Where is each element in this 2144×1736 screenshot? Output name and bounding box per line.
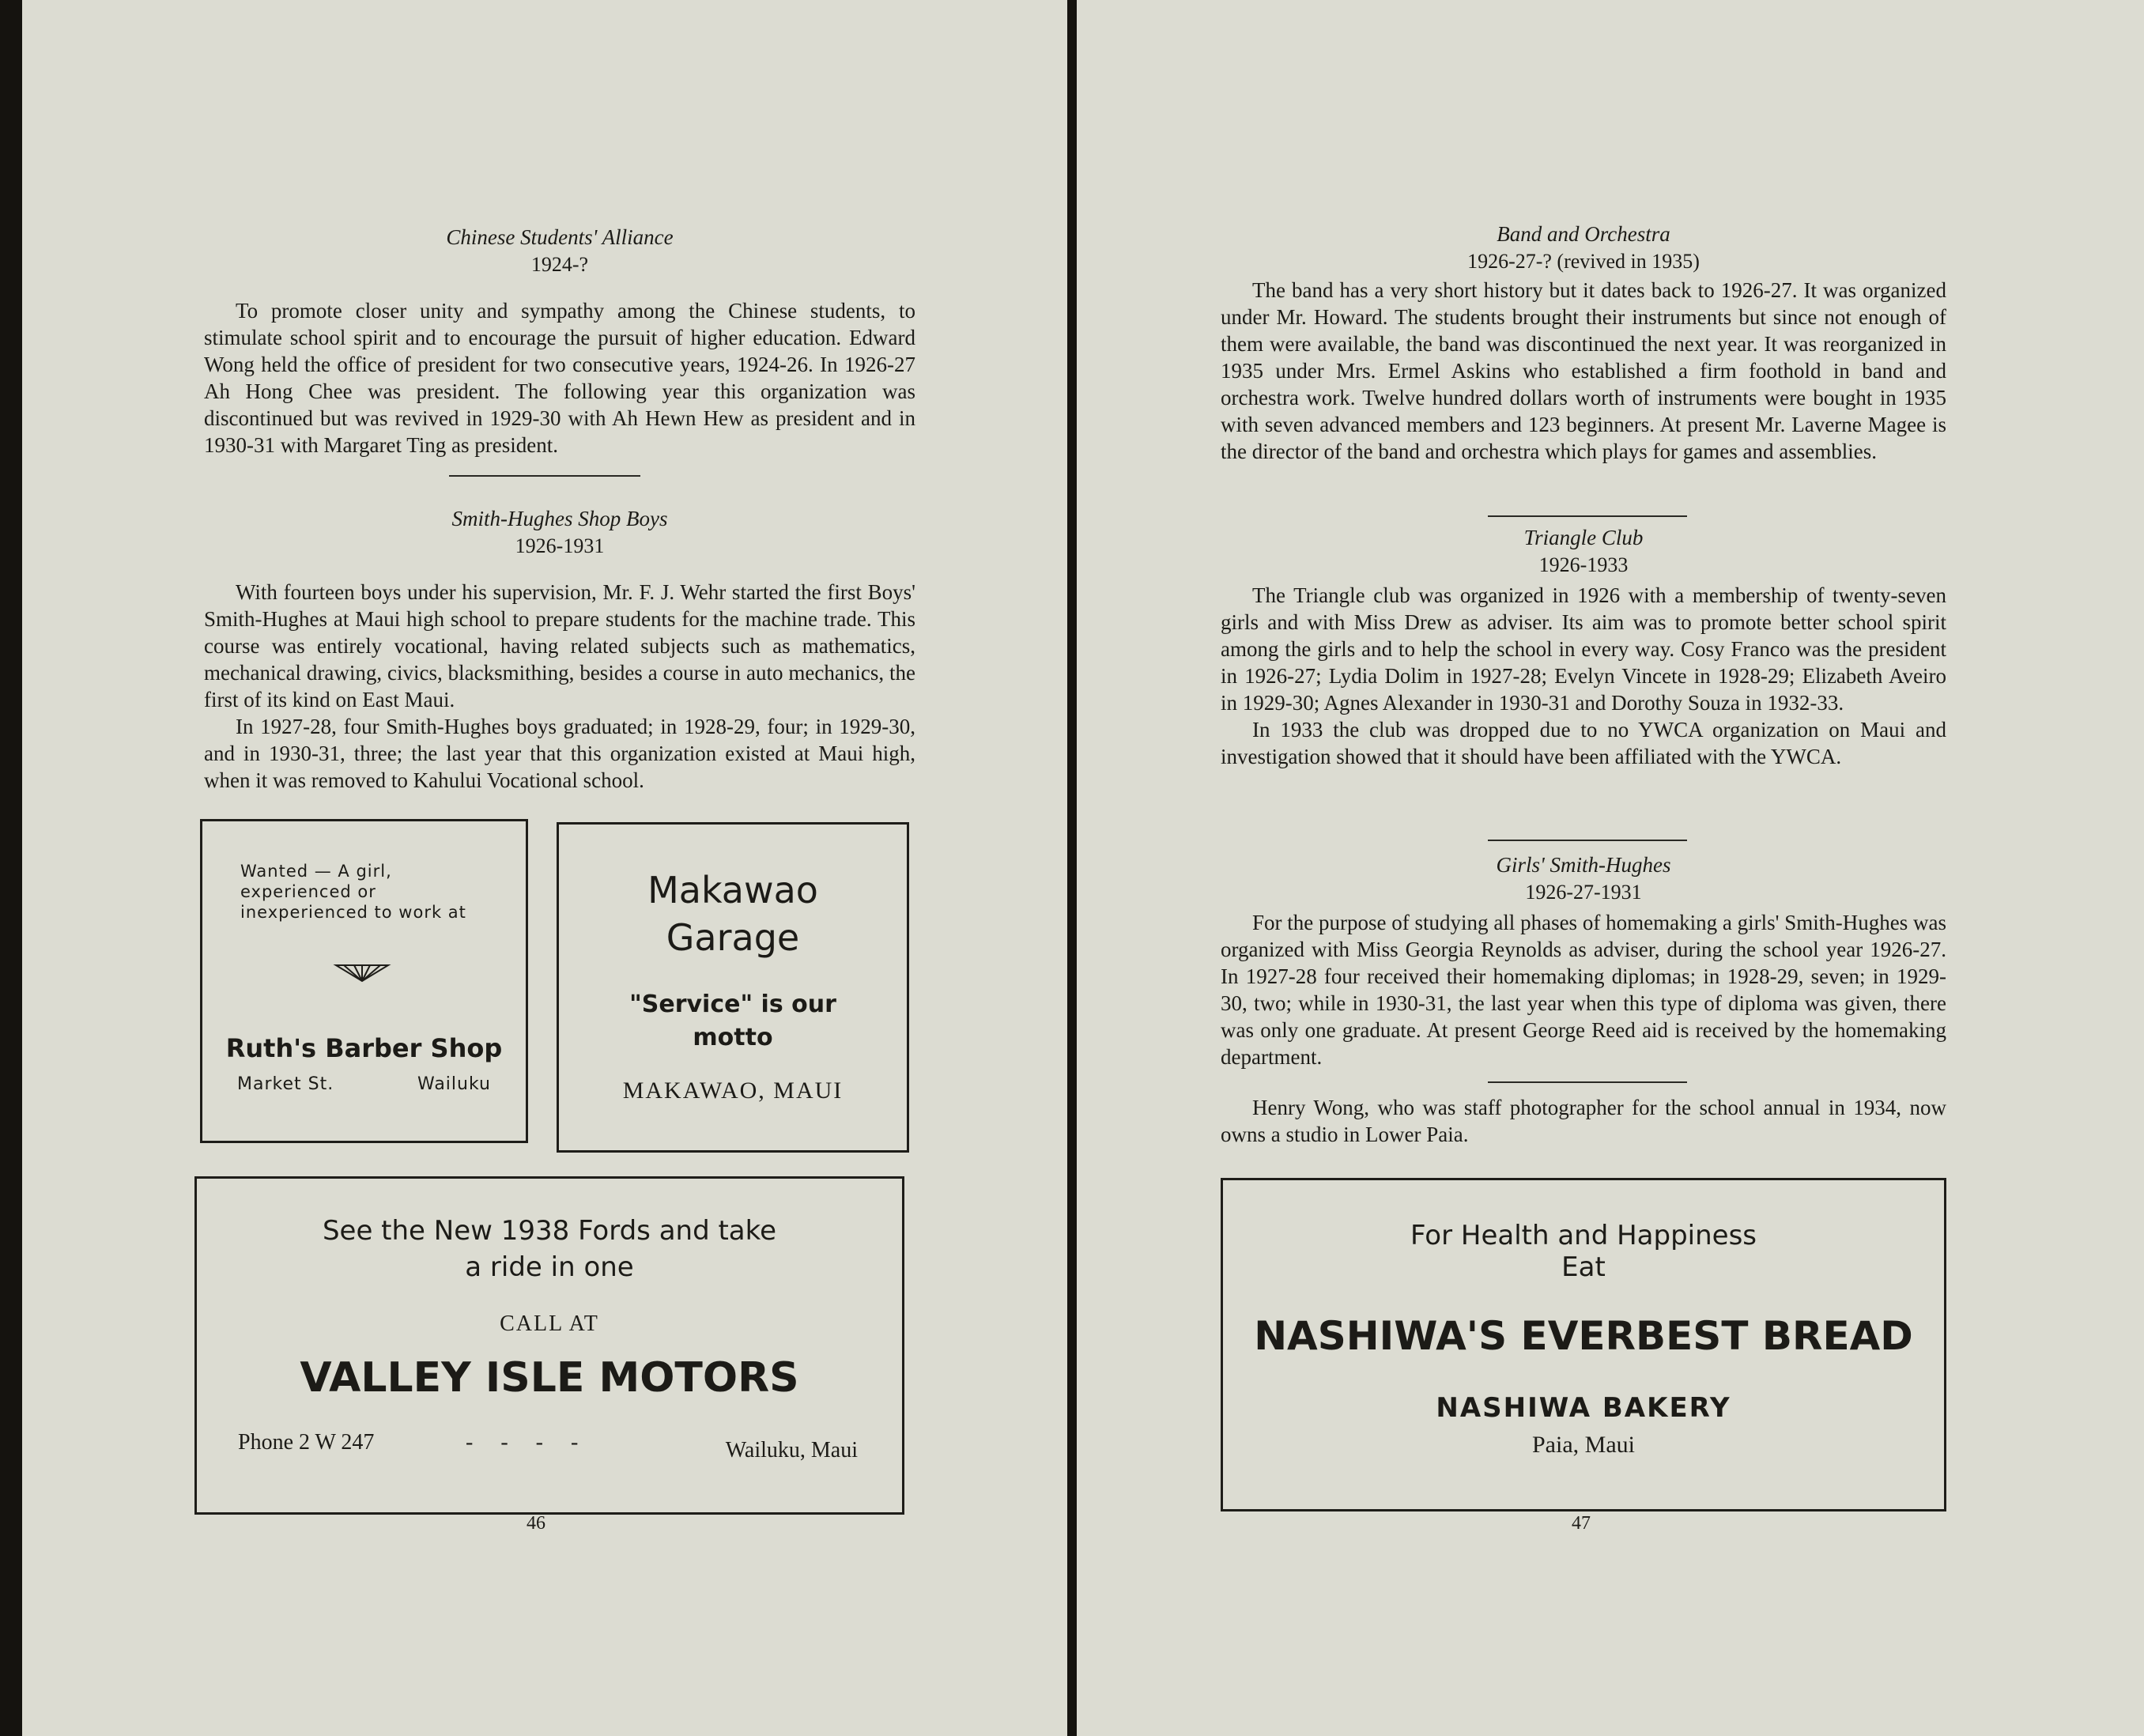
ad-motto-line1: "Service" is our [629,991,836,1018]
left-page [22,0,1067,1736]
section-triangle-club [1221,523,1946,770]
right-page [1077,0,2144,1736]
ad-bakery-name: NASHIWA BAKERY [1436,1392,1731,1424]
section-years: 1926-1933 [1538,553,1629,576]
ad-garage-name-line1: Makawao [647,869,818,911]
ad-street: Market St. [237,1074,334,1094]
section-paragraph: The Triangle club was organized in 1926 with a membership of twenty-seven girls and with Miss Drew as adviser. Its aim was to promote better school spirit among the girls and to help the school in every way. Cosy Franco was the president in 1926-27; Lydia Dolim in 1927-28; Evelyn Vincete in 1928-29; Elizabeth Aveiro in 1929-30; Agnes Alexander in 1930-31 and Dorothy Souza in 1932-33. [1221,583,1946,715]
photographer-note: Henry Wong, who was staff photographer for the school annual in 1934, now owns a studio in Lower Paia. [1221,1096,1946,1146]
ad-ruths-barber-shop [200,819,528,1143]
ad-tagline-line1: For Health and Happiness [1410,1220,1757,1251]
ad-wanted-text: Wanted — A girl, experienced or inexperienced to work at [240,862,466,922]
section-divider [1488,1081,1687,1083]
section-divider [449,475,640,477]
ad-makawao-garage [557,822,909,1153]
ad-product-name: NASHIWA'S EVERBEST BREAD [1254,1313,1913,1359]
section-title: Band and Orchestra [1497,222,1670,246]
section-divider [1488,515,1687,517]
ad-dashes: - - - - [466,1430,579,1455]
ad-valley-isle-motors [194,1176,904,1515]
ad-location: Paia, Maui [1532,1432,1635,1458]
section-paragraph: For the purpose of studying all phases of homemaking a girls' Smith-Hughes was organized with Miss Georgia Reynolds as adviser, during the school year 1926-27. In 1927-28 four received their homemaking diplomas; in 1928-29, seven; in 1929-30, two; while in 1930-31, the last year when this type of diploma was given, there was only one graduate. At present George Reed aid is received by the homemaking department. [1221,911,1946,1069]
ad-dealer-name: VALLEY ISLE MOTORS [300,1354,799,1402]
ad-ford-line1: See the New 1938 Fords and take [322,1215,777,1247]
ad-shop-name: Ruth's Barber Shop [225,1033,503,1063]
section-years: 1926-27-? (revived in 1935) [1467,250,1700,273]
ad-tagline-line2: Eat [1561,1251,1606,1283]
ad-city: Wailuku [417,1074,491,1094]
section-paragraph: To promote closer unity and sympathy among the Chinese students, to stimulate school spirit and to encourage the pursuit of higher education. Edward Wong held the office of president for two consecutive years, 1924-26. In 1926-27 Ah Hong Chee was president. The following year this organization was discontinued but was revived in 1929-30 with Ah Hewn Hew as president and in 1930-31 with Margaret Ting as president. [204,299,915,457]
ad-call-at: CALL AT [500,1311,599,1336]
section-paragraph: With fourteen boys under his supervision, Mr. F. J. Wehr started the first Boys' Smith-Hughes at Maui high school to prepare students for the machine trade. This course was entirely vocational, having related subjects such as mathematics, mechanical drawing, civics, blacksmithing, besides a course in auto mechanics, the first of its kind on East Maui. [204,580,915,711]
section-paragraph: In 1933 the club was dropped due to no YWCA organization on Maui and investigation showed that it should have been affiliated with the YWCA. [1221,718,1946,768]
section-paragraph: The band has a very short history but it dates back to 1926-27. It was organized under Mr. Howard. The students brought their instruments but since not enough of them were available, the band was discontinued the next year. It was reorganized in 1935 under Mrs. Ermel Askins who established a firm foothold in band and orchestra work. Twelve hundred dollars worth of instruments were bought in 1935 with seven advanced members and 123 beginners. At present Mr. Laverne Magee is the director of the band and orchestra which plays for games and assemblies. [1221,278,1946,463]
page-number: 46 [527,1513,545,1534]
section-paragraph: In 1927-28, four Smith-Hughes boys graduated; in 1928-29, four; in 1929-30, and in 1930-31, three; the last year that this organization existed at Maui high, when it was removed to Kahului Vocational school. [204,715,915,792]
ad-location: MAKAWAO, MAUI [622,1077,844,1104]
fan-ornament-icon [333,962,391,984]
section-chinese-students-alliance [204,223,915,459]
ad-phone: Phone 2 W 247 [238,1430,375,1455]
ad-nashiwa-bakery [1221,1178,1946,1511]
page-number: 47 [1572,1513,1591,1534]
section-title: Triangle Club [1523,526,1644,549]
section-title: Smith-Hughes Shop Boys [451,507,668,530]
section-divider [1488,840,1687,841]
section-title: Girls' Smith-Hughes [1496,853,1671,877]
section-title: Chinese Students' Alliance [446,225,674,249]
section-years: 1926-27-1931 [1525,881,1642,904]
ad-motto-line2: motto [693,1024,773,1051]
ad-location: Wailuku, Maui [725,1438,858,1462]
ad-ford-line2: a ride in one [465,1251,634,1283]
section-smith-hughes-shop-boys [204,504,915,794]
section-years: 1924-? [530,253,589,276]
ad-garage-name-line2: Garage [666,916,800,959]
section-girls-smith-hughes [1221,851,1946,1070]
section-band-and-orchestra [1221,220,1946,465]
section-years: 1926-1931 [515,534,605,557]
